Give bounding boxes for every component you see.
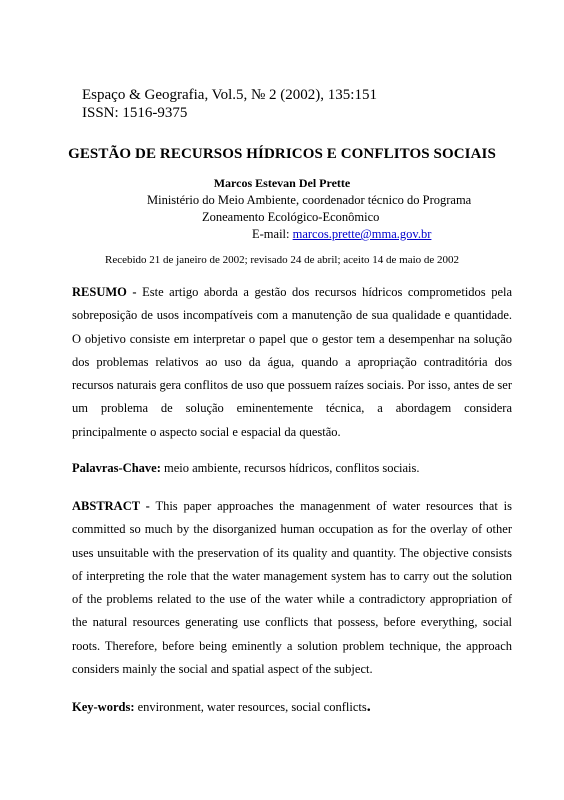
keywords-paragraph: [72, 695, 512, 719]
abstract-paragraph: [72, 495, 512, 681]
palavras-chave-text: meio ambiente, recursos hídricos, conflitos sociais.: [164, 461, 420, 475]
received-dates: Recebido 21 de janeiro de 2002; revisado 24 de abril; aceito 14 de maio de 2002: [104, 254, 460, 266]
email-label: E-mail:: [252, 227, 290, 241]
resumo-paragraph: [72, 281, 512, 444]
email-line: [202, 227, 431, 242]
keywords-text: environment, water resources, social conflicts: [137, 700, 367, 714]
abstract-text: This paper approaches the managenment of water resources that is committed so much by the disorganized human occupation as for the overlay of other uses unsuitable with the preservation of its quality and quantity. The objective consists of interpreting the role that the water management system has to carry out the solution of the problems related to the use of the water while a contradictory appropriation of the natural resources generating use conflicts that possess, before everything, social roots. Therefore, before being eminently a solution problem technique, the approach considers mainly the social and spatial aspect of the subject.: [72, 499, 512, 677]
keywords-label: Key-words:: [72, 700, 135, 714]
journal-citation: Espaço & Geografia, Vol.5, № 2 (2002), 135:151: [82, 87, 377, 103]
palavras-chave-paragraph: [72, 457, 512, 480]
abstract-label: ABSTRACT -: [72, 499, 150, 513]
keywords-end-dot: .: [366, 698, 371, 715]
author-name: Marcos Estevan Del Prette: [213, 176, 351, 190]
resumo-label: RESUMO -: [72, 285, 137, 299]
email-link[interactable]: marcos.prette@mma.gov.br: [292, 227, 432, 241]
resumo-text: Este artigo aborda a gestão dos recursos hídricos comprometidos pela sobreposição de usos incompatíveis com a manutenção de sua qualidade e quantidade. O objetivo consiste em interpretar o papel que o gestor tem a desempenhar na solução dos problemas relativos ao uso da água, quando a apropriação contraditória dos recursos naturais gera conflitos de uso que possuem raízes sociais. Por isso, antes de ser um problema de solução eminentemente técnica, a abordagem considera principalmente o aspecto social e espacial da questão.: [72, 285, 513, 439]
issn: ISSN: 1516-9375: [82, 105, 188, 121]
paper-title: GESTÃO DE RECURSOS HÍDRICOS E CONFLITOS SOCIAIS: [68, 146, 496, 162]
palavras-chave-label: Palavras-Chave:: [72, 461, 161, 475]
affiliation-line2: Zoneamento Ecológico-Econômico: [202, 210, 380, 224]
affiliation-line1: Ministério do Meio Ambiente, coordenador técnico do Programa: [147, 193, 472, 207]
